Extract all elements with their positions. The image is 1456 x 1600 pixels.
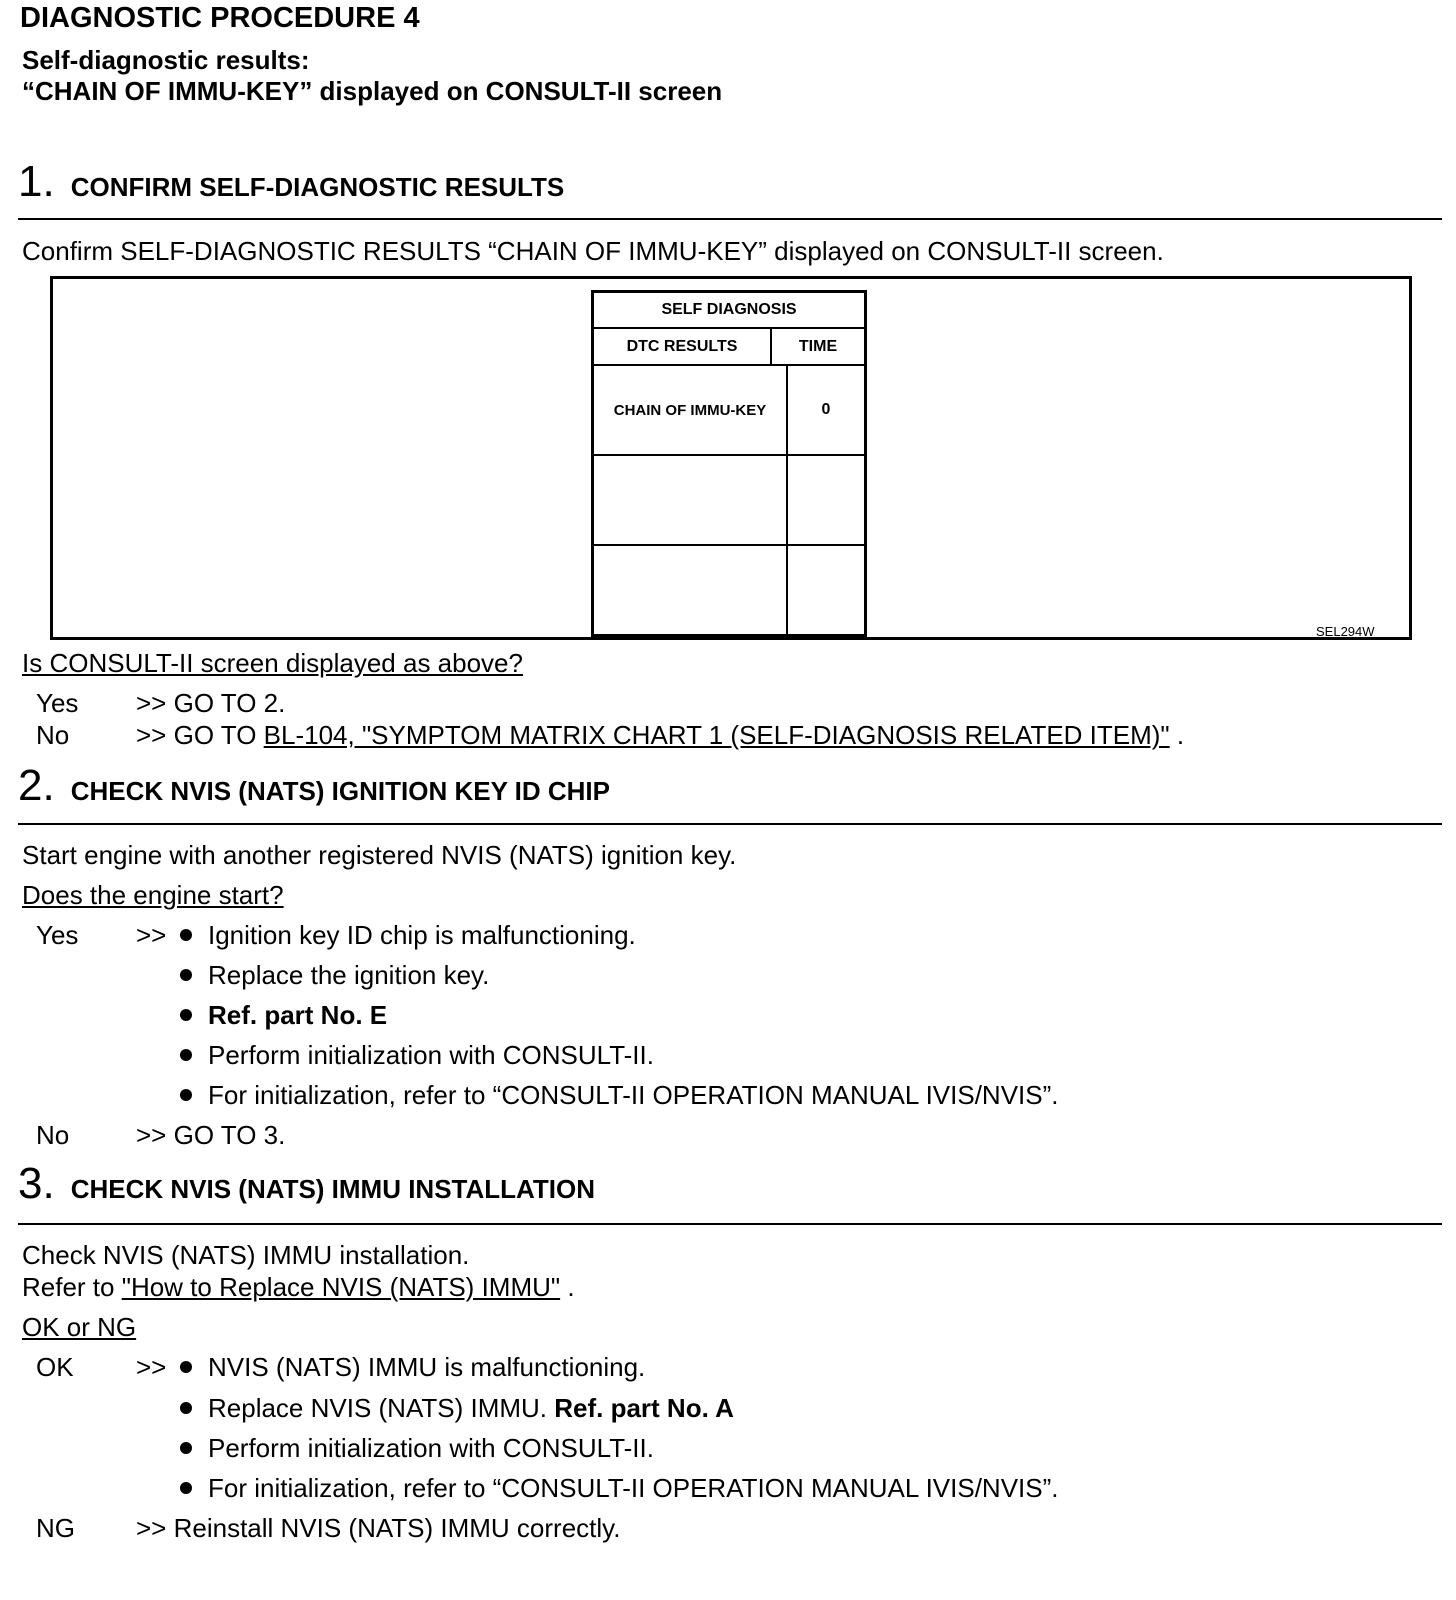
list-item: Perform initialization with CONSULT-II. — [180, 1433, 654, 1464]
step-2-yes-arrow: >> — [136, 920, 167, 950]
step-3-question: OK or NG — [22, 1312, 137, 1342]
step-3-ng-label: NG — [36, 1513, 75, 1543]
step-1-instruction: Confirm SELF-DIAGNOSTIC RESULTS “CHAIN OF IMMU-KEY” displayed on CONSULT-II screen. — [22, 236, 1164, 266]
table-row — [594, 366, 864, 456]
step-2-heading — [18, 761, 610, 810]
self-diagnosis-table — [591, 290, 867, 637]
list-item: For initialization, refer to “CONSULT-II OPERATION MANUAL IVIS/NVIS”. — [180, 1080, 1058, 1111]
symptom-matrix-link[interactable]: BL-104, "SYMPTOM MATRIX CHART 1 (SELF-DIAGNOSIS RELATED ITEM)" — [263, 720, 1170, 750]
dtc-result-cell — [594, 546, 788, 634]
no-action-suffix: . — [1169, 720, 1185, 750]
step-1-yes-action: >> GO TO 2. — [136, 688, 286, 718]
subtitle-line-2: “CHAIN OF IMMU-KEY” displayed on CONSULT-II screen — [22, 76, 723, 106]
step-1-number: 1. — [18, 157, 55, 206]
refer-suffix: . — [560, 1272, 575, 1302]
table-row — [594, 456, 864, 546]
step-1-title: CONFIRM SELF-DIAGNOSTIC RESULTS — [70, 172, 565, 202]
list-item: Perform initialization with CONSULT-II. — [180, 1040, 654, 1071]
list-item: Ignition key ID chip is malfunctioning. — [180, 920, 636, 951]
time-cell — [788, 546, 864, 634]
list-item: For initialization, refer to “CONSULT-II OPERATION MANUAL IVIS/NVIS”. — [180, 1473, 1058, 1504]
step-3-divider — [18, 1223, 1442, 1225]
step-1-question: Is CONSULT-II screen displayed as above? — [22, 648, 523, 678]
list-item: NVIS (NATS) IMMU is malfunctioning. — [180, 1352, 645, 1383]
list-item: Ref. part No. E — [180, 1000, 387, 1031]
list-item: Replace NVIS (NATS) IMMU. Ref. part No. A — [180, 1393, 734, 1424]
step-3-instruction: Check NVIS (NATS) IMMU installation. — [22, 1240, 470, 1270]
step-3-ng-action: >> Reinstall NVIS (NATS) IMMU correctly. — [136, 1513, 621, 1543]
step-2-divider — [18, 823, 1442, 825]
step-1-divider — [18, 218, 1442, 220]
time-cell: 0 — [821, 401, 831, 418]
figure-code: SEL294W — [1316, 624, 1375, 639]
bullet-icon — [180, 929, 192, 941]
no-action-prefix: >> GO TO — [136, 720, 264, 750]
bullet-icon — [180, 1049, 192, 1061]
step-2-yes-label: Yes — [36, 920, 79, 950]
list-item: Replace the ignition key. — [180, 960, 489, 991]
replace-immu-link[interactable]: "How to Replace NVIS (NATS) IMMU" — [121, 1272, 561, 1302]
step-2-no-label: No — [36, 1120, 70, 1150]
table-title: SELF DIAGNOSIS — [594, 293, 864, 329]
step-3-heading — [18, 1159, 595, 1208]
step-3-title: CHECK NVIS (NATS) IMMU INSTALLATION — [70, 1174, 595, 1204]
table-header-row — [594, 329, 864, 366]
bullet-icon — [180, 1361, 192, 1373]
step-2-number: 2. — [18, 761, 55, 810]
bullet-icon — [180, 1089, 192, 1101]
page-title: DIAGNOSTIC PROCEDURE 4 — [20, 2, 420, 34]
bullet-icon — [180, 1402, 192, 1414]
step-1-heading — [18, 157, 565, 206]
step-2-title: CHECK NVIS (NATS) IGNITION KEY ID CHIP — [70, 776, 610, 806]
dtc-result-cell — [594, 456, 788, 544]
step-2-question: Does the engine start? — [22, 880, 284, 910]
time-cell — [788, 456, 864, 544]
dtc-results-header: DTC RESULTS — [594, 329, 772, 364]
step-3-ok-arrow: >> — [136, 1352, 167, 1382]
table-row — [594, 546, 864, 634]
bullet-icon — [180, 1482, 192, 1494]
time-header: TIME — [798, 338, 838, 355]
step-1-yes-label: Yes — [36, 688, 79, 718]
step-1-no-action — [136, 720, 1184, 751]
step-3-refer — [22, 1272, 575, 1303]
step-1-no-label: No — [36, 720, 70, 750]
refer-prefix: Refer to — [22, 1272, 122, 1302]
dtc-result-cell: CHAIN OF IMMU-KEY — [594, 366, 788, 454]
bullet-icon — [180, 1442, 192, 1454]
step-2-no-action: >> GO TO 3. — [136, 1120, 286, 1150]
step-2-instruction: Start engine with another registered NVIS (NATS) ignition key. — [22, 840, 737, 870]
bullet-icon — [180, 1009, 192, 1021]
step-3-number: 3. — [18, 1159, 55, 1208]
subtitle-line-1: Self-diagnostic results: — [22, 45, 310, 75]
bullet-icon — [180, 969, 192, 981]
step-3-ok-label: OK — [36, 1352, 74, 1382]
